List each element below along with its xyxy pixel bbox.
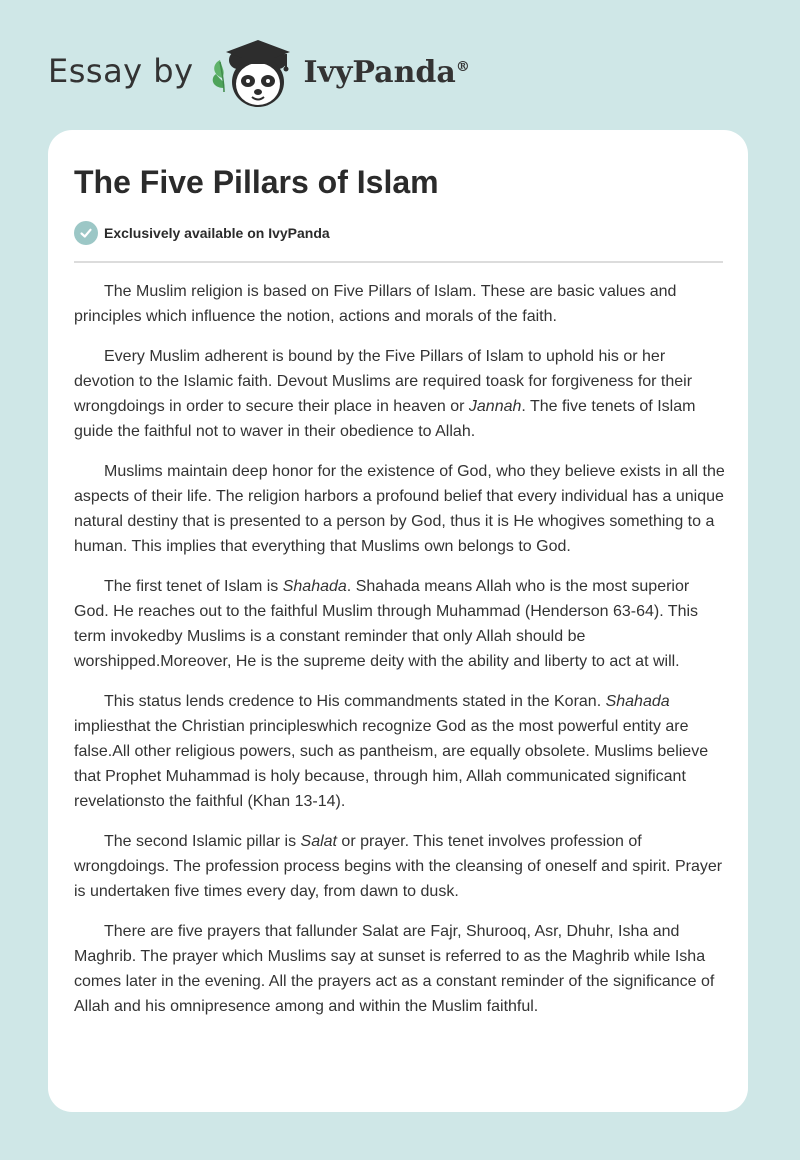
- brand-name: IvyPanda®: [303, 54, 470, 90]
- italic-term: Shahada: [605, 693, 670, 710]
- italic-term: Salat: [300, 833, 337, 850]
- essay-paragraph: [74, 574, 726, 674]
- essay-paragraph: [74, 689, 726, 814]
- paragraph-text: Muslims maintain deep honor for the existence of God, who they believe exists in all the aspects of their life. The religion harbors a profound belief that every individual has a unique natural destiny that is presented to a person by God, thus it is He whogives something to a human. This implies that everything that Muslims own belongs to God.: [74, 463, 725, 555]
- brand-prefix: Essay by: [48, 52, 194, 90]
- divider: [74, 261, 723, 263]
- italic-term: Jannah: [468, 398, 522, 415]
- paragraph-text: The first tenet of Islam is: [104, 578, 283, 595]
- paragraph-text: . The five tenets of Islam guide the faithful not to waver in their obedience to Allah.: [74, 398, 696, 440]
- italic-term: Shahada: [282, 578, 347, 595]
- essay-paragraph: [74, 919, 726, 1019]
- paragraph-text: The Muslim religion is based on Five Pillars of Islam. These are basic values and principles which influence the notion, actions and morals of the faith.: [74, 283, 677, 325]
- essay-paragraph: [74, 344, 726, 444]
- essay-paragraph: [74, 459, 726, 559]
- badge-text: Exclusively available on IvyPanda: [104, 225, 330, 241]
- exclusive-badge: [74, 221, 330, 245]
- brand-logo[interactable]: [48, 34, 470, 114]
- essay-body: [74, 279, 726, 1034]
- page-title: The Five Pillars of Islam: [74, 164, 439, 200]
- panda-graduate-icon: [208, 34, 300, 114]
- check-icon: [74, 221, 98, 245]
- essay-paragraph: [74, 279, 726, 329]
- paragraph-text: or prayer. This tenet involves profession of wrongdoings. The profession process begins with the cleansing of oneself and spirit. Prayer is undertaken five times every day, from dawn to dusk.: [74, 833, 723, 900]
- leaf-icon: [212, 60, 224, 92]
- paragraph-text: This status lends credence to His commandments stated in the Koran.: [104, 693, 606, 710]
- essay-card: [48, 130, 748, 1112]
- paragraph-text: impliesthat the Christian principleswhich recognize God as the most powerful entity are false.All other religious powers, such as pantheism, are equally obsolete. Muslims believe that Prophet Muhammad is holy because, through him, Allah communicated significant revelationsto the faithful (Khan 13-14).: [74, 718, 709, 810]
- paragraph-text: . Shahada means Allah who is the most superior God. He reaches out to the faithful Muslim through Muhammad (Henderson 63-64). This term invokedby Muslims is a constant reminder that only Allah should be worshipped.Moreover, He is the supreme deity with the ability and liberty to act at will.: [74, 578, 699, 670]
- paragraph-text: There are five prayers that fallunder Salat are Fajr, Shurooq, Asr, Dhuhr, Isha and Maghrib. The prayer which Muslims say at sunset is referred to as the Maghrib while Isha comes later in the evening. All the prayers act as a constant reminder of the significance of Allah and his omnipresence among and within the Muslim faithful.: [74, 923, 715, 1015]
- paragraph-text: The second Islamic pillar is: [104, 833, 301, 850]
- paragraph-text: Every Muslim adherent is bound by the Five Pillars of Islam to uphold his or her devotion to the Islamic faith. Devout Muslims are required toask for forgiveness for their wrongdoings in order to secure their place in heaven or: [74, 348, 693, 415]
- essay-paragraph: [74, 829, 726, 904]
